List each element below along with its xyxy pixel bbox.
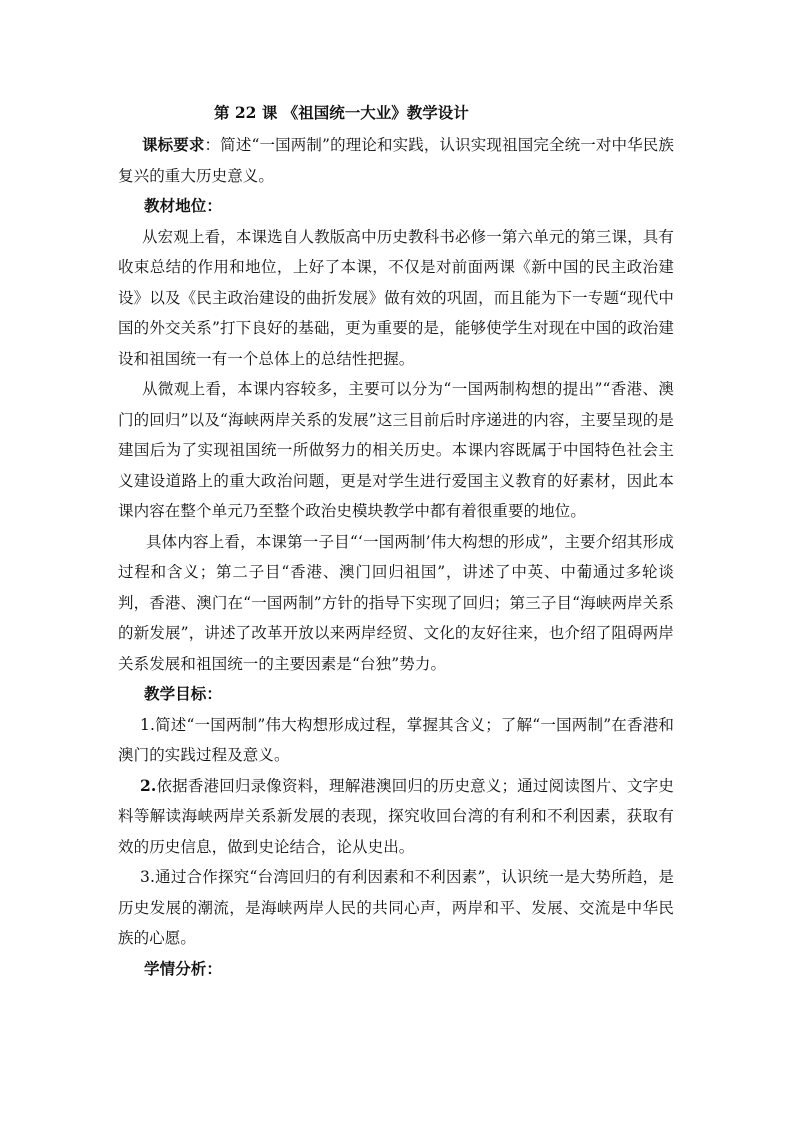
goal-text: 通过合作探究“台湾回归的有利因素和不利因素”，认识统一是大势所趋，是历史发展的潮流，是海峡两岸人民的共同心声，两岸和平、发展、交流是中华民族的心愿。: [118, 868, 674, 947]
student-analysis-heading: 学情分析：: [144, 958, 223, 978]
goal-text: 简述“一国两制”伟大构想形成过程，掌握其含义；了解“一国两制”在香港和澳门的实践过程及意义。: [118, 715, 674, 764]
document-body: [118, 130, 674, 984]
goal-item-2: [118, 771, 674, 863]
paragraph-macro: 从宏观上看，本课选自人教版高中历史教科书必修一第六单元的第三课，具有收束总结的作用和地位，上好了本课，不仅是对前面两课《新中国的民主政治建设》以及《民主政治建设的曲折发展》做有效的巩固，而且能为下一专题“现代中国的外交关系”打下良好的基础，更为重要的是，能够使学生对现在中国的政治建设和祖国统一有一个总体上的总结性把握。: [118, 227, 674, 368]
paragraph-specific: 具体内容上看，本课第一子目“‘一国两制’伟大构想的形成”，主要介绍其形成过程和含义；第二子目“香港、澳门回归祖国”，讲述了中英、中葡通过多轮谈判，香港、澳门在“一国两制”方针的指导下实现了回归；第三子目“海峡两岸关系的新发展”，讲述了改革开放以来两岸经贸、文化的友好往来，也介绍了阻碍两岸关系发展和祖国统一的主要因素是“台独”势力。: [118, 532, 674, 673]
paragraph-micro: 从微观上看，本课内容较多，主要可以分为“一国两制构想的提出”“香港、澳门的回归”以及“海峡两岸关系的发展”这三目前后时序递进的内容，主要呈现的是建国后为了实现祖国统一所做努力的相关历史。本课内容既属于中国特色社会主义建设道路上的重大政治问题，更是对学生进行爱国主义教育的好素材，因此本课内容在整个单元乃至整个政治史模块教学中都有着很重要的地位。: [118, 380, 674, 520]
goal-number: 1.: [140, 715, 155, 734]
document-title: 第 22 课 《祖国统一大业》教学设计: [214, 103, 469, 122]
teaching-goals-heading: 教学目标：: [144, 684, 223, 703]
goal-item-3: [118, 862, 674, 954]
curriculum-text: ：简述“一国两制”的理论和实践，认识实现祖国完全统一对中华民族复兴的重大历史意义。: [118, 136, 675, 185]
textbook-position-heading: 教材地位：: [144, 196, 223, 215]
goal-text: 依据香港回归录像资料，理解港澳回归的历史意义；通过阅读图片、文字史料等解读海峡两岸关系新发展的表现，探究收回台湾的有利和不利因素，获取有效的历史信息，做到史论结合，论从史出。: [118, 776, 674, 856]
curriculum-label: 课标要求: [142, 135, 205, 154]
curriculum-requirement: [118, 130, 674, 191]
goal-number: 2.: [140, 775, 157, 795]
goal-number: 3.: [140, 868, 155, 886]
goal-item-1: [118, 710, 674, 771]
